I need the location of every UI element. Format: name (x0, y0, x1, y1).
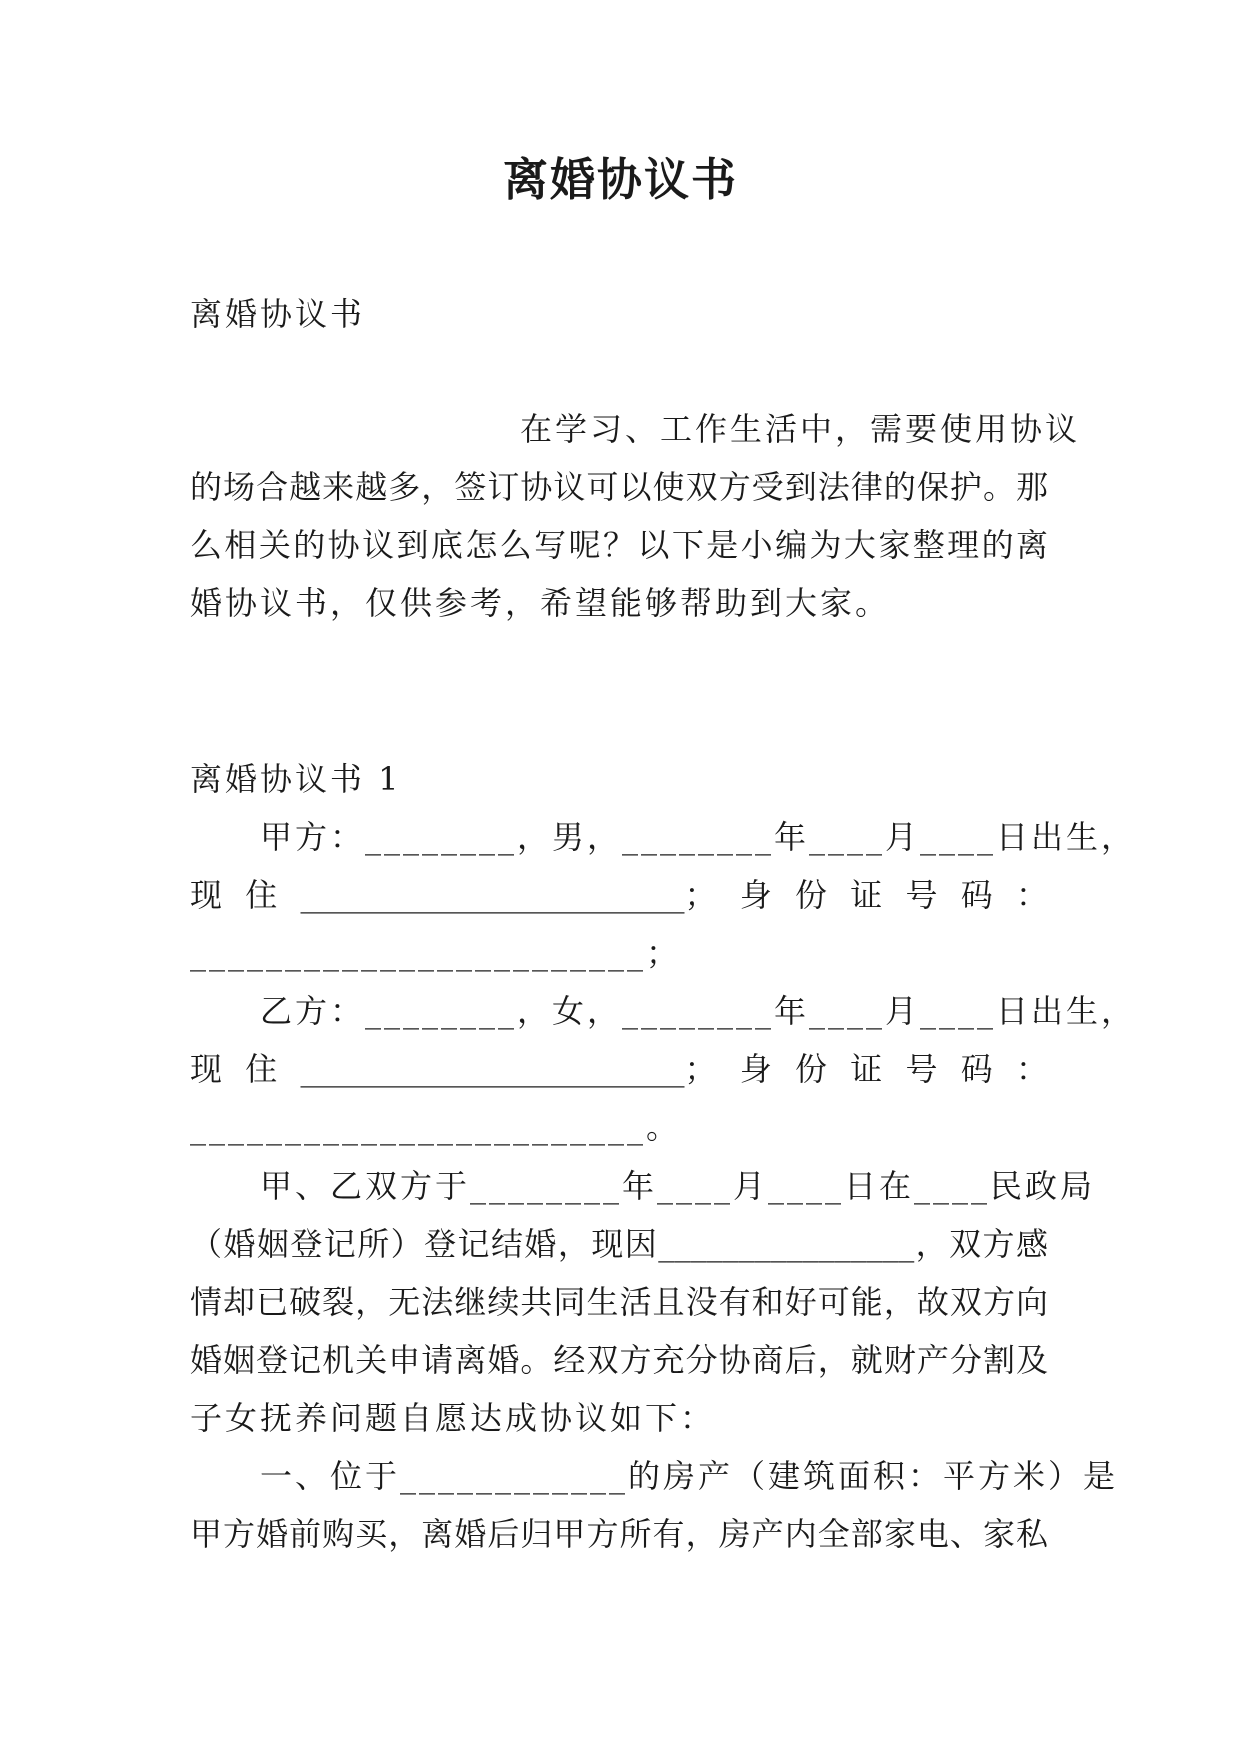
intro-line: 么相关的协议到底怎么写呢？以下是小编为大家整理的离 (190, 526, 1048, 564)
subheading: 离婚协议书 (190, 295, 366, 333)
intro-line: 的场合越来越多，签订协议可以使双方受到法律的保护。那 (190, 468, 1048, 506)
marriage-line: （婚姻登记所）登记结婚，现因________________，双方感 (190, 1225, 1048, 1263)
marriage-line: 婚姻登记机关申请离婚。经双方充分协商后，就财产分割及 (190, 1341, 1048, 1379)
clause-line: 甲方婚前购买，离婚后归甲方所有，房产内全部家电、家私 (190, 1515, 1048, 1553)
party-a-id: ________________________； (190, 934, 682, 972)
party-b-address: 现住________________________；身份证号码： (190, 1050, 1048, 1088)
intro-line: 在学习、工作生活中，需要使用协议 (520, 410, 1081, 448)
clause-line: 一、位于____________的房产（建筑面积：平方米）是 (260, 1457, 1119, 1495)
document-title: 离婚协议书 (502, 153, 738, 206)
party-a-address: 现住________________________；身份证号码： (190, 876, 1048, 914)
marriage-line: 甲、乙双方于________年____月____日在____民政局 (260, 1167, 1096, 1205)
section-heading: 离婚协议书 1 (190, 760, 402, 798)
intro-line: 婚协议书，仅供参考，希望能够帮助到大家。 (190, 584, 891, 622)
party-a-line: 甲方：________，男，________年____月____日出生， (260, 818, 1137, 856)
marriage-line: 情却已破裂，无法继续共同生活且没有和好可能，故双方向 (190, 1283, 1048, 1321)
marriage-line: 子女抚养问题自愿达成协议如下： (190, 1399, 716, 1437)
party-b-id: ________________________。 (190, 1108, 682, 1146)
party-b-line: 乙方：________，女，________年____月____日出生， (260, 992, 1137, 1030)
